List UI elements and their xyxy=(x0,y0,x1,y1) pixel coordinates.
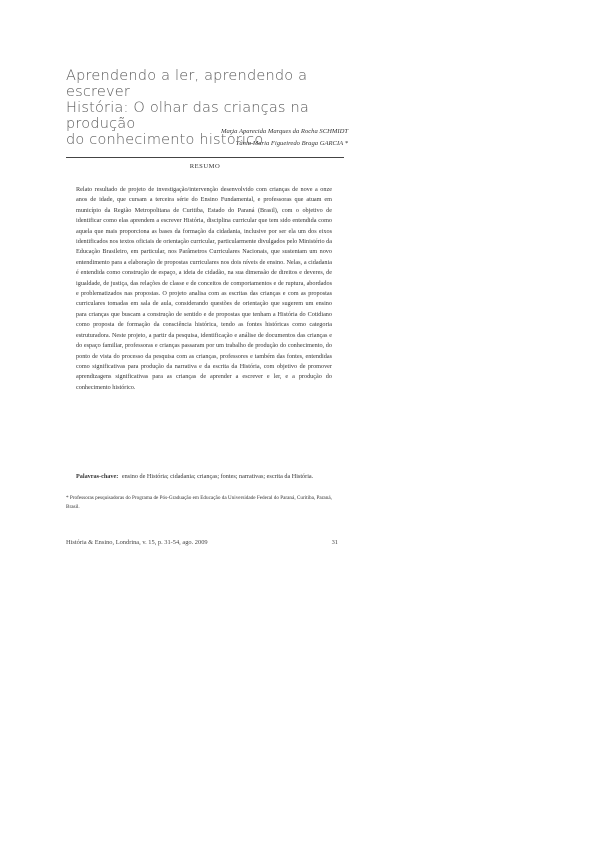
abstract-divider xyxy=(66,157,344,158)
journal-citation: História & Ensino, Londrina, v. 15, p. 31-54, ago. 2009 xyxy=(66,539,208,546)
abstract-body: Relato resultado de projeto de investigação/intervenção desenvolvido com crianças de nove a onze anos de idade, que cursam a terceira série do Ensino Fundamental, e professoras que atuam em município da Região Metropolitana de Curitiba, Estado do Paraná (Brasil), com o objetivo de identificar como elas aprendem a escrever História, disciplina curricular que tem sido entendida como aquela que mais proporciona as bases da formação da cidadania, inclusive por ser ela um dos eixos identificados nos textos oficiais de orientação curricular, particularmente divulgados pelo Ministério da Educação Brasileiro, em particular, nos Parâmetros Curriculares Nacionais, que sustentam um novo entendimento para a elaboração de propostas curriculares nos dois níveis de ensino. Nelas, a cidadania é entendida como construção de espaço, a ideia de cidadão, na sua dimensão de direitos e deveres, de igualdade, de justiça, das relações de classe e de conceitos de comportamentos e de ruptura, abordados e problematizados nas propostas. O projeto analisa com as escritas das crianças e com as propostas curriculares tomadas em sala de aula, considerando questões de orientação que sugerem um ensino para crianças que buscam a construção de sentido e de propostas que tenham a História do Cotidiano como proposta de formação da consciência histórica, tendo as fontes históricas como categoria estruturadora. Neste projeto, a partir da pesquisa, identificação e análise de documentos das crianças e do espaço familiar, professoras e crianças passaram por um trabalho de produção do conhecimento, do ponto de vista do processo da pesquisa com as crianças, professores e também das fontes, entendidas como significativas para produção da narrativa e da escrita da História, com objetivo de promover aprendizagens significativas para as crianças de aprender a escrever e ler, e a produção do conhecimento histórico. xyxy=(76,186,332,391)
title-line-2: História: O olhar das crianças na produção xyxy=(66,100,309,132)
keywords-text: ensino de História; cidadania; crianças; fontes; narrativas; escrita da História. xyxy=(121,473,314,480)
author-2: Tânia Maria Figueiredo Braga GARCIA * xyxy=(235,140,348,147)
author-list xyxy=(221,126,348,150)
keywords-label: Palavras-chave: xyxy=(76,473,119,480)
title-line-1: Aprendendo a ler, aprendendo a escrever xyxy=(66,68,308,100)
page-number: 31 xyxy=(331,539,338,546)
keywords xyxy=(76,472,332,482)
author-footnote: * Professoras pesquisadoras do Programa de Pós-Graduação em Educação da Universidade Federal do Paraná, Curitiba, Paraná, Brasil. xyxy=(66,495,332,510)
abstract-heading: RESUMO xyxy=(189,163,221,170)
title-line-3: do conhecimento histórico xyxy=(66,132,264,148)
author-1: Maria Aparecida Marques da Rocha SCHMIDT xyxy=(220,128,348,135)
author-footnote-mark: * xyxy=(344,140,348,147)
